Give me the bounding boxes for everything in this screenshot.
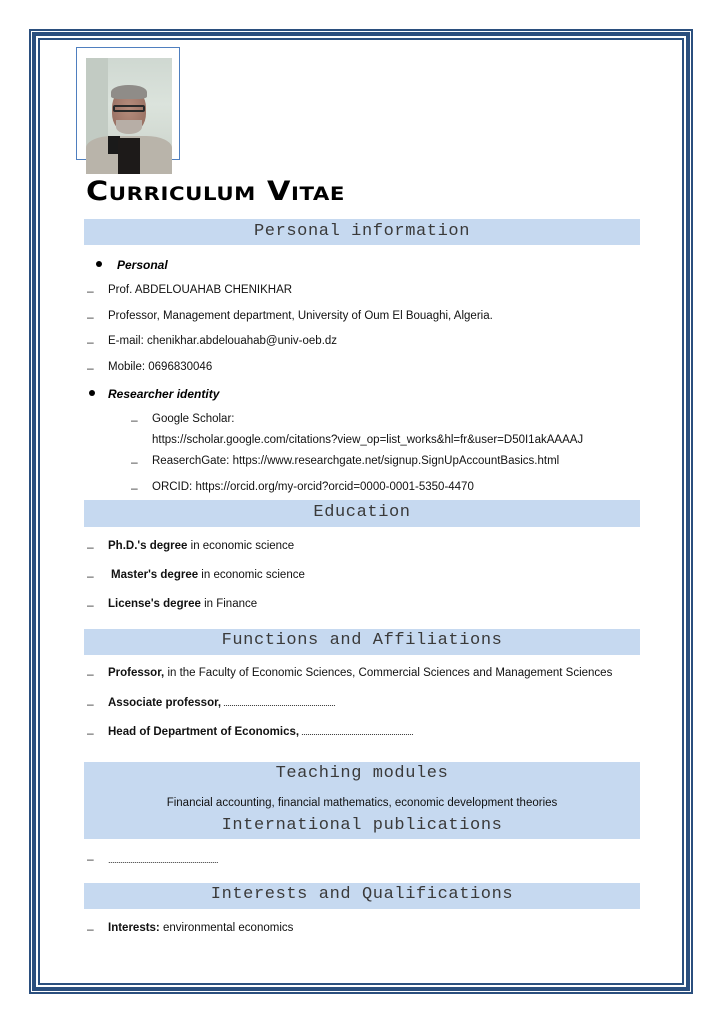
google-scholar-label: Google Scholar: — [152, 413, 235, 425]
function-role: Professor, — [108, 667, 165, 679]
dash-icon: – — [87, 540, 94, 554]
interest-label: Interests: — [108, 922, 160, 934]
education-degree: License's degree — [108, 598, 201, 610]
publication-item: ....................................................... — [108, 855, 219, 865]
researchgate-link[interactable]: https://www.researchgate.net/signup.SignUpAccountBasics.html — [232, 455, 560, 467]
section-teaching-and-publications — [84, 762, 640, 839]
function-item — [108, 697, 335, 709]
section-header-teaching: Teaching modules — [275, 764, 449, 783]
photo-hair — [111, 85, 147, 99]
photo-glasses — [113, 105, 145, 112]
education-detail: in Finance — [200, 598, 258, 610]
section-header-education: Education — [84, 500, 640, 527]
education-detail: in economic science — [198, 569, 305, 581]
dash-icon: – — [87, 922, 94, 936]
orcid-entry — [152, 481, 474, 493]
section-header-personal-information: Personal information — [84, 219, 640, 245]
section-header-interests: Interests and Qualifications — [84, 883, 640, 909]
function-item — [108, 726, 413, 738]
function-role: Head of Department of Economics, — [108, 726, 300, 738]
section-header-publications: International publications — [221, 816, 503, 835]
photo-shirt — [118, 138, 140, 174]
researchgate-entry — [152, 455, 559, 467]
personal-position: Professor, Management department, University of Oum El Bouaghi, Algeria. — [108, 310, 493, 322]
orcid-link[interactable]: https://orcid.org/my-orcid?orcid=0000-0001-5350-4470 — [195, 481, 474, 493]
interest-item — [108, 922, 293, 934]
dash-icon: – — [131, 413, 138, 427]
researcher-subheading: Researcher identity — [108, 387, 220, 401]
profile-photo — [86, 58, 172, 174]
teaching-modules-text: Financial accounting, financial mathematics, economic development theories — [166, 797, 558, 809]
education-degree: Ph.D.'s degree — [108, 540, 188, 552]
photo-beard — [116, 120, 142, 134]
dash-icon: – — [87, 310, 94, 324]
bullet-icon — [89, 390, 95, 396]
personal-email[interactable]: E-mail: chenikhar.abdelouahab@univ-oeb.dz — [108, 335, 338, 347]
education-degree: Master's degree — [111, 569, 199, 581]
education-item — [108, 598, 257, 610]
dash-icon: – — [87, 335, 94, 349]
function-item — [108, 667, 612, 679]
function-detail: ........................................................ — [221, 698, 336, 708]
dash-icon: – — [87, 361, 94, 375]
bullet-icon — [96, 261, 102, 267]
dash-icon: – — [87, 697, 94, 711]
google-scholar-link[interactable]: https://scholar.google.com/citations?view_op=list_works&hl=fr&user=D50I1akAAAAJ — [152, 434, 584, 446]
personal-subheading: Personal — [117, 258, 168, 272]
function-detail: ........................................................ — [299, 727, 414, 737]
function-role: Associate professor, — [108, 697, 222, 709]
section-header-functions: Functions and Affiliations — [84, 629, 640, 655]
education-item — [108, 540, 294, 552]
dash-icon: – — [87, 569, 94, 583]
education-detail: in economic science — [187, 540, 295, 552]
personal-mobile: Mobile: 0696830046 — [108, 361, 213, 373]
dash-icon: – — [87, 667, 94, 681]
dash-icon: – — [131, 455, 138, 469]
document-title: Curriculum Vitae — [86, 176, 345, 207]
orcid-label: ORCID: — [152, 481, 193, 493]
personal-name: Prof. ABDELOUAHAB CHENIKHAR — [108, 284, 293, 296]
dash-icon: – — [87, 284, 94, 298]
dash-icon: – — [87, 726, 94, 740]
dash-icon: – — [87, 598, 94, 612]
researchgate-label: ReaserchGate: — [152, 455, 230, 467]
dash-icon: – — [131, 481, 138, 495]
function-detail: in the Faculty of Economic Sciences, Commercial Sciences and Management Sciences — [164, 667, 613, 679]
education-item — [111, 569, 305, 581]
interest-detail: environmental economics — [159, 922, 294, 934]
dash-icon: – — [87, 852, 94, 866]
